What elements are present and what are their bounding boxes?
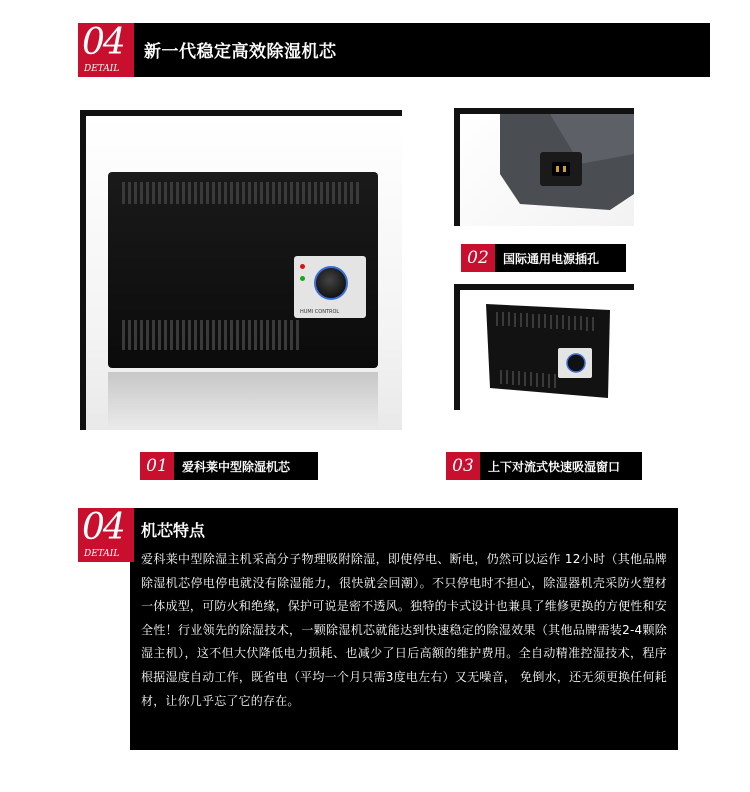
vent-window-image	[460, 290, 634, 410]
features-number-badge	[78, 508, 134, 562]
caption-badge: 02	[461, 244, 495, 272]
section-number-badge	[78, 23, 134, 77]
caption-badge: 01	[140, 452, 174, 480]
features-title: 机芯特点	[141, 521, 206, 540]
vent-row-bottom	[122, 320, 299, 350]
section-title: 新一代稳定高效除湿机芯	[144, 42, 337, 62]
green-led-icon	[300, 276, 305, 281]
control-knob-icon	[314, 266, 348, 300]
product-photo-power-socket	[454, 108, 634, 226]
caption-vent-window	[446, 452, 642, 480]
caption-core	[140, 452, 318, 480]
humidity-control-plate	[294, 256, 366, 318]
badge-number: 04	[82, 22, 124, 63]
dehumidifier-core-image	[108, 172, 378, 368]
vent-row-top	[122, 182, 359, 204]
badge-sub: DETAIL	[84, 549, 120, 559]
caption-label: 爱科莱中型除湿机芯	[182, 460, 291, 474]
badge-sub: DETAIL	[84, 64, 120, 74]
caption-label: 上下对流式快速吸湿窗口	[488, 460, 621, 474]
badge-number: 04	[82, 507, 124, 548]
caption-badge: 03	[446, 452, 480, 480]
caption-label: 国际通用电源插孔	[503, 252, 600, 266]
caption-power-socket	[461, 244, 626, 272]
knob-caption: HUMI CONTROL	[300, 309, 340, 315]
features-description: 爱科莱中型除湿主机采高分子物理吸附除湿，即使停电、断电，仍然可以运作 12小时（其他品牌除湿机芯停电停电就没有除湿能力，很快就会回潮）。不只停电时不担心，除湿器机壳采防火塑材一体成型，可防火和绝缘，保护可说是密不透风。独特的卡式设计也兼具了维修更换的方便性和安全性！行业领先的除湿技术，一颗除湿机芯就能达到快速稳定的除湿效果（其他品牌需装2-4颗除湿主机），这不但大伏降低电力损耗、也减少了日后高额的维护费用。全自动精准控湿技术，程序根据湿度自动工作，既省电（平均一个月只需3度电左右）又无噪音， 免倒水，还无须更换任何耗材，让你几乎忘了它的存在。	[141, 552, 667, 708]
red-led-icon	[300, 264, 305, 269]
product-photo-vent-window	[454, 284, 634, 410]
power-socket-image	[460, 114, 634, 226]
panel-reflection	[108, 372, 378, 428]
product-photo-main	[80, 110, 402, 430]
